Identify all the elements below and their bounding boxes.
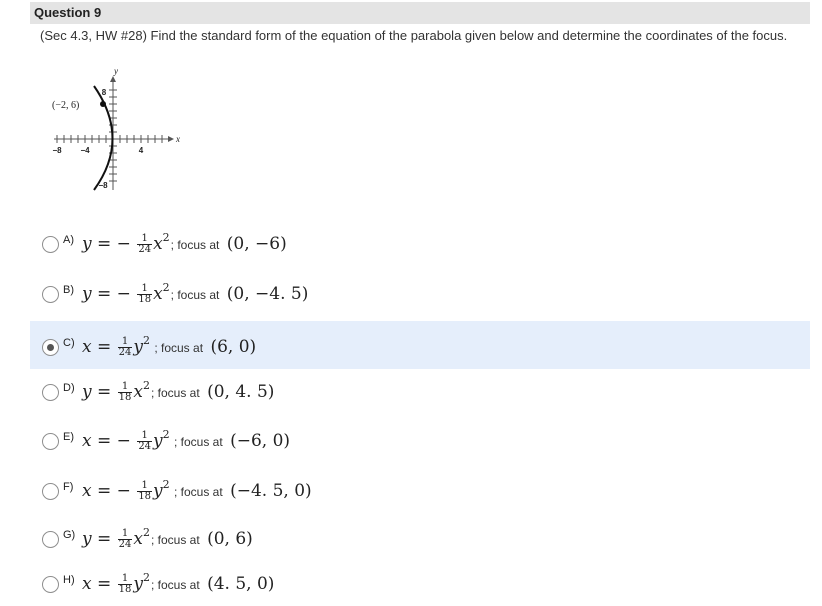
focus-coordinates: (0, −6) <box>226 234 287 254</box>
y-axis-label: y <box>114 66 118 76</box>
radio-button-selected[interactable] <box>42 339 59 356</box>
focus-text: ; focus at <box>151 533 200 547</box>
focus-text: ; focus at <box>151 341 204 355</box>
equation: x = − $\frac{1}{24}$ $y^2$ ; focus at (−6, 0) <box>82 428 291 452</box>
choice-e[interactable] <box>30 415 810 463</box>
choice-letter: C) <box>63 337 75 349</box>
equation: y = − $\frac{1}{24}$ $x^2$; focus at (0, −6) <box>82 231 287 255</box>
choice-b[interactable] <box>30 268 810 316</box>
radio-button[interactable] <box>42 236 59 253</box>
equation: x = $\frac{1}{18}$ $y^2$; focus at (4. 5, 0) <box>82 571 275 595</box>
focus-coordinates: (4. 5, 0) <box>207 574 275 594</box>
choice-letter: B) <box>63 284 74 296</box>
question-text: (Sec 4.3, HW #28) Find the standard form of the equation of the parabola given below and determine the coordinates of the focus. <box>40 28 788 43</box>
x-tick-label: −8 <box>52 146 62 155</box>
x-tick-label: −4 <box>80 146 90 155</box>
equation: y = $\frac{1}{24}$ $x^2$; focus at (0, 6) <box>82 526 253 550</box>
equation: x = $\frac{1}{24}$ $y^2$ ; focus at (6, 0) <box>82 334 257 358</box>
question-title: Question 9 <box>30 2 810 24</box>
focus-text: ; focus at <box>151 578 200 592</box>
focus-text: ; focus at <box>170 485 223 499</box>
choice-letter: D) <box>63 382 75 394</box>
choice-g[interactable] <box>30 513 810 561</box>
focus-coordinates: (−6, 0) <box>230 431 291 451</box>
choice-f[interactable] <box>30 465 810 513</box>
equation: x = − $\frac{1}{18}$ $y^2$ ; focus at (−4. 5, 0) <box>82 478 312 502</box>
equation: y = − $\frac{1}{18}$ $x^2$; focus at (0, −4. 5) <box>82 281 309 305</box>
point-label: (−2, 6) <box>52 100 80 111</box>
point-marker <box>100 101 106 107</box>
choice-letter: F) <box>63 481 74 493</box>
choice-c[interactable] <box>30 321 810 369</box>
choice-letter: H) <box>63 574 75 586</box>
focus-text: ; focus at <box>170 435 223 449</box>
radio-button[interactable] <box>42 433 59 450</box>
choice-letter: A) <box>63 234 74 246</box>
x-tick-label: 4 <box>138 146 144 155</box>
choice-letter: E) <box>63 431 74 443</box>
focus-coordinates: (0, −4. 5) <box>226 284 309 304</box>
focus-text: ; focus at <box>170 288 220 302</box>
parabola-graph <box>46 58 186 198</box>
equation: y = $\frac{1}{18}$ $x^2$; focus at (0, 4. 5) <box>82 379 275 403</box>
radio-button[interactable] <box>42 483 59 500</box>
y-tick-label: 8 <box>101 88 107 97</box>
focus-coordinates: (−4. 5, 0) <box>230 481 312 501</box>
radio-button[interactable] <box>42 384 59 401</box>
radio-button[interactable] <box>42 286 59 303</box>
choice-d[interactable] <box>30 366 810 414</box>
choice-h[interactable] <box>30 558 810 606</box>
focus-coordinates: (0, 4. 5) <box>207 382 275 402</box>
focus-text: ; focus at <box>151 386 200 400</box>
focus-coordinates: (0, 6) <box>207 529 253 549</box>
focus-coordinates: (6, 0) <box>210 337 257 357</box>
focus-text: ; focus at <box>170 238 220 252</box>
y-tick-label: −8 <box>98 181 108 190</box>
radio-button[interactable] <box>42 576 59 593</box>
choice-letter: G) <box>63 529 76 541</box>
radio-button[interactable] <box>42 531 59 548</box>
x-axis-label: x <box>176 134 180 144</box>
choice-a[interactable] <box>30 218 810 266</box>
